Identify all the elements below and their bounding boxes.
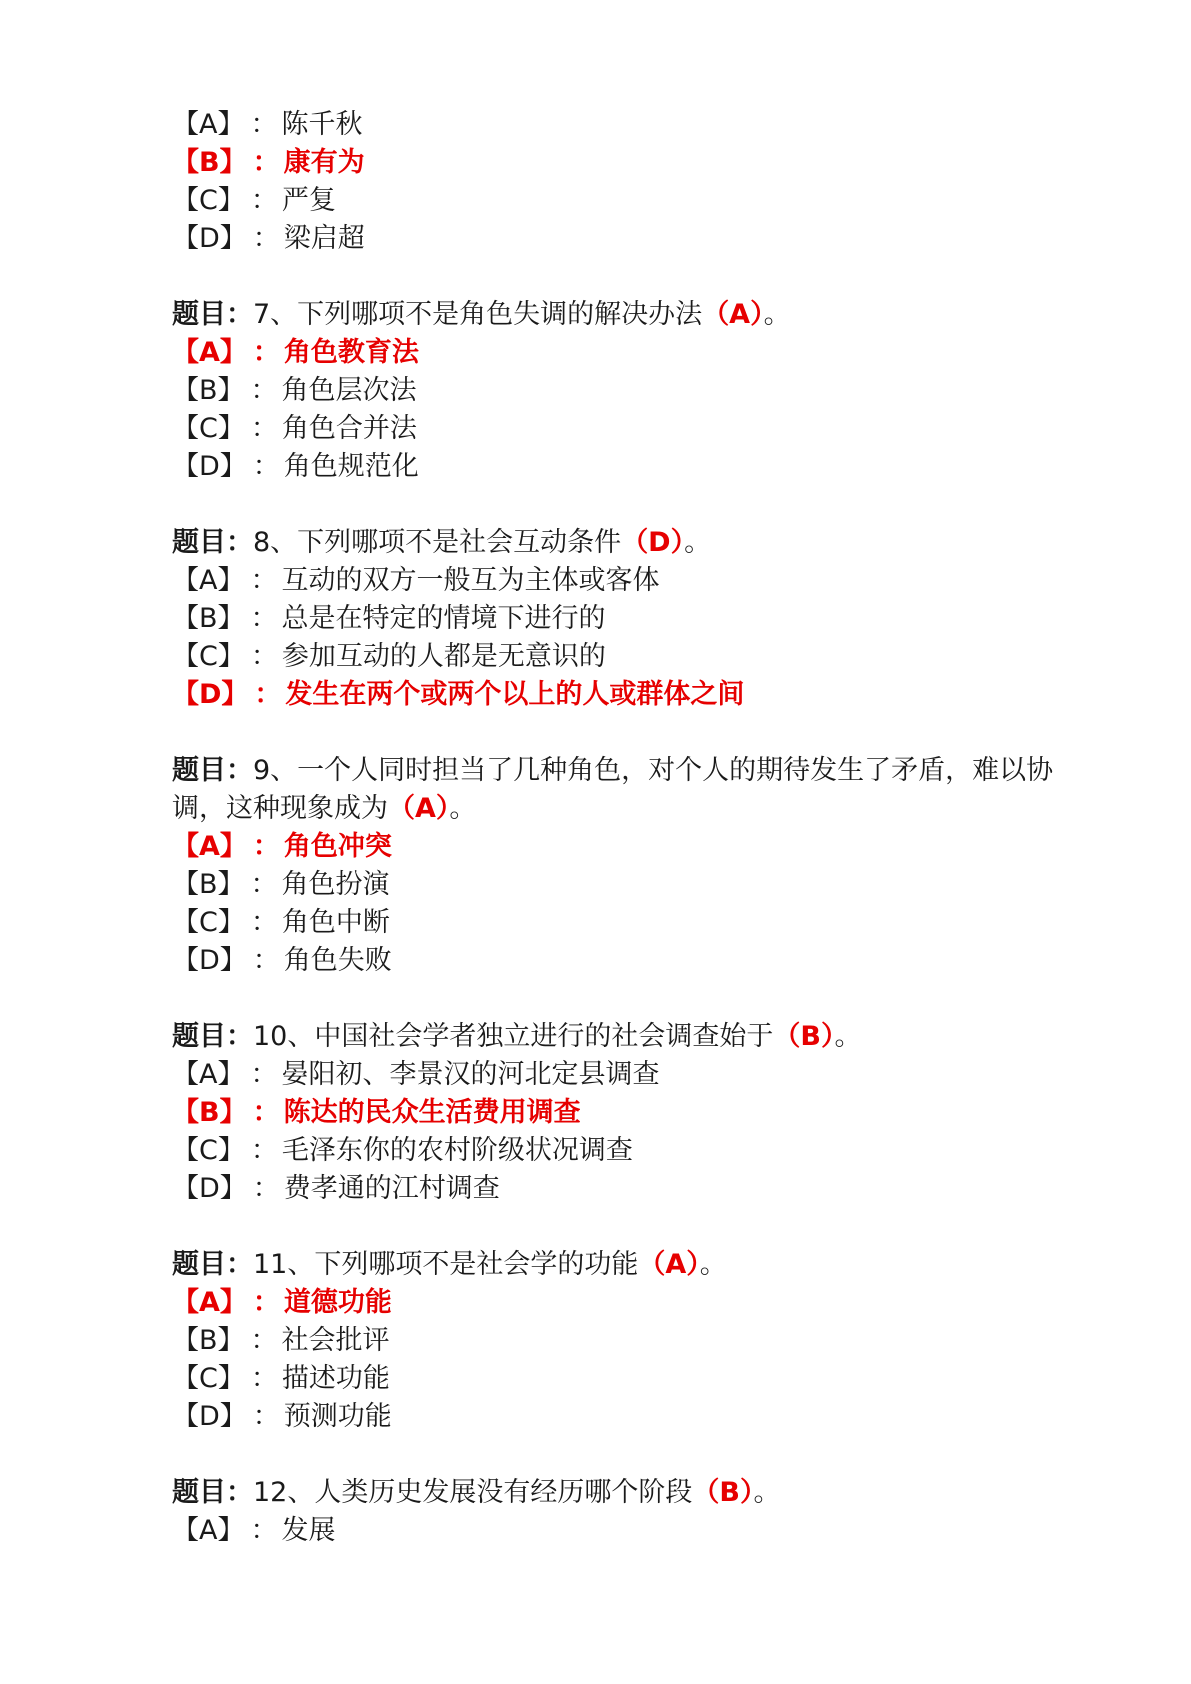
option-mark: 【D】 bbox=[172, 451, 247, 482]
option-colon: ： bbox=[250, 1135, 278, 1166]
question-block bbox=[172, 1246, 1092, 1436]
option-mark: 【C】 bbox=[172, 185, 245, 216]
option-colon: ： bbox=[254, 679, 282, 710]
option-text: 发生在两个或两个以上的人或群体之间 bbox=[285, 679, 745, 710]
option-line-correct bbox=[172, 676, 1092, 714]
option-line bbox=[172, 1056, 1092, 1094]
option-colon: ： bbox=[250, 869, 278, 900]
question-stem bbox=[172, 1474, 1092, 1512]
option-text: 发展 bbox=[281, 1515, 336, 1546]
question-text: 11、下列哪项不是社会学的功能 bbox=[253, 1249, 639, 1280]
option-text: 预测功能 bbox=[283, 1401, 392, 1432]
option-text: 描述功能 bbox=[281, 1363, 390, 1394]
question-end-punct: 。 bbox=[753, 1477, 781, 1508]
option-text: 角色规范化 bbox=[283, 451, 419, 482]
option-text: 毛泽东你的农村阶级状况调查 bbox=[281, 1135, 633, 1166]
question-end-punct: 。 bbox=[449, 793, 477, 824]
option-line bbox=[172, 904, 1092, 942]
answer-key: （B） bbox=[773, 1021, 835, 1052]
question-text: 8、下列哪项不是社会互动条件 bbox=[253, 527, 622, 558]
option-colon: ： bbox=[250, 603, 278, 634]
option-text: 康有为 bbox=[283, 147, 365, 178]
answer-key: （D） bbox=[621, 527, 685, 558]
question-stem bbox=[172, 752, 1092, 828]
question-text: 9、一个人同时担当了几种角色，对个人的期待发生了矛盾，难以协调，这种现象成为 bbox=[172, 755, 1054, 824]
option-text: 互动的双方一般互为主体或客体 bbox=[281, 565, 660, 596]
question-text: 7、下列哪项不是角色失调的解决办法 bbox=[253, 299, 703, 330]
option-text: 角色失败 bbox=[283, 945, 392, 976]
option-colon: ： bbox=[250, 1363, 278, 1394]
answer-key: （A） bbox=[638, 1249, 700, 1280]
option-mark: 【C】 bbox=[172, 413, 245, 444]
option-line bbox=[172, 1512, 1092, 1550]
option-colon: ： bbox=[250, 413, 278, 444]
question-label: 题目： bbox=[172, 527, 253, 558]
answer-key: （A） bbox=[388, 793, 450, 824]
document-page bbox=[172, 106, 1092, 1588]
option-mark: 【D】 bbox=[172, 223, 247, 254]
option-text: 角色合并法 bbox=[281, 413, 417, 444]
option-mark: 【B】 bbox=[172, 147, 247, 178]
option-text: 陈千秋 bbox=[281, 109, 363, 140]
option-mark: 【A】 bbox=[172, 337, 247, 368]
option-line bbox=[172, 1170, 1092, 1208]
option-line bbox=[172, 106, 1092, 144]
option-colon: ： bbox=[250, 907, 278, 938]
option-text: 严复 bbox=[281, 185, 336, 216]
option-colon: ： bbox=[250, 1325, 278, 1356]
option-colon: ： bbox=[252, 1287, 280, 1318]
option-text: 总是在特定的情境下进行的 bbox=[281, 603, 606, 634]
option-colon: ： bbox=[250, 1515, 278, 1546]
option-text: 陈达的民众生活费用调查 bbox=[283, 1097, 581, 1128]
option-colon: ： bbox=[250, 375, 278, 406]
question-label: 题目： bbox=[172, 1477, 253, 1508]
option-line bbox=[172, 600, 1092, 638]
option-line bbox=[172, 372, 1092, 410]
option-colon: ： bbox=[252, 1173, 280, 1204]
option-colon: ： bbox=[252, 1097, 280, 1128]
option-colon: ： bbox=[252, 831, 280, 862]
option-mark: 【C】 bbox=[172, 1363, 245, 1394]
option-line-correct bbox=[172, 828, 1092, 866]
question-block bbox=[172, 752, 1092, 980]
option-colon: ： bbox=[252, 223, 280, 254]
question-stem bbox=[172, 1018, 1092, 1056]
option-line bbox=[172, 638, 1092, 676]
option-line bbox=[172, 1132, 1092, 1170]
option-text: 道德功能 bbox=[283, 1287, 392, 1318]
question-stem bbox=[172, 524, 1092, 562]
option-mark: 【B】 bbox=[172, 603, 245, 634]
option-line bbox=[172, 220, 1092, 258]
option-colon: ： bbox=[250, 641, 278, 672]
option-text: 角色层次法 bbox=[281, 375, 417, 406]
option-mark: 【A】 bbox=[172, 1515, 245, 1546]
option-mark: 【D】 bbox=[172, 679, 249, 710]
question-stem bbox=[172, 296, 1092, 334]
option-mark: 【B】 bbox=[172, 375, 245, 406]
option-line bbox=[172, 182, 1092, 220]
option-mark: 【A】 bbox=[172, 109, 245, 140]
option-colon: ： bbox=[250, 185, 278, 216]
option-mark: 【D】 bbox=[172, 1173, 247, 1204]
option-line bbox=[172, 562, 1092, 600]
option-mark: 【A】 bbox=[172, 565, 245, 596]
option-text: 角色教育法 bbox=[283, 337, 419, 368]
option-mark: 【D】 bbox=[172, 1401, 247, 1432]
option-mark: 【B】 bbox=[172, 1097, 247, 1128]
question-block bbox=[172, 524, 1092, 714]
question-end-punct: 。 bbox=[699, 1249, 727, 1280]
question-end-punct: 。 bbox=[684, 527, 712, 558]
option-line bbox=[172, 1322, 1092, 1360]
option-colon: ： bbox=[252, 1401, 280, 1432]
answer-key: （B） bbox=[692, 1477, 754, 1508]
option-text: 角色中断 bbox=[281, 907, 390, 938]
option-line bbox=[172, 1398, 1092, 1436]
question-block bbox=[172, 1018, 1092, 1208]
option-mark: 【A】 bbox=[172, 1059, 245, 1090]
question-label: 题目： bbox=[172, 1021, 253, 1052]
question-block-partial bbox=[172, 106, 1092, 258]
option-text: 梁启超 bbox=[283, 223, 365, 254]
question-stem bbox=[172, 1246, 1092, 1284]
option-line-correct bbox=[172, 334, 1092, 372]
question-block bbox=[172, 1474, 1092, 1550]
option-mark: 【C】 bbox=[172, 641, 245, 672]
option-line bbox=[172, 942, 1092, 980]
option-line bbox=[172, 410, 1092, 448]
option-mark: 【A】 bbox=[172, 831, 247, 862]
option-colon: ： bbox=[250, 1059, 278, 1090]
option-mark: 【A】 bbox=[172, 1287, 247, 1318]
option-text: 社会批评 bbox=[281, 1325, 390, 1356]
option-mark: 【C】 bbox=[172, 907, 245, 938]
option-colon: ： bbox=[252, 451, 280, 482]
option-line bbox=[172, 866, 1092, 904]
option-mark: 【B】 bbox=[172, 1325, 245, 1356]
question-text: 12、人类历史发展没有经历哪个阶段 bbox=[253, 1477, 693, 1508]
option-colon: ： bbox=[252, 945, 280, 976]
option-line-correct bbox=[172, 144, 1092, 182]
option-colon: ： bbox=[252, 147, 280, 178]
question-text: 10、中国社会学者独立进行的社会调查始于 bbox=[253, 1021, 774, 1052]
question-label: 题目： bbox=[172, 1249, 253, 1280]
question-block bbox=[172, 296, 1092, 486]
question-label: 题目： bbox=[172, 755, 253, 786]
option-colon: ： bbox=[252, 337, 280, 368]
question-label: 题目： bbox=[172, 299, 253, 330]
option-colon: ： bbox=[250, 109, 278, 140]
option-colon: ： bbox=[250, 565, 278, 596]
question-end-punct: 。 bbox=[834, 1021, 862, 1052]
option-text: 角色扮演 bbox=[281, 869, 390, 900]
option-line-correct bbox=[172, 1284, 1092, 1322]
option-mark: 【B】 bbox=[172, 869, 245, 900]
option-mark: 【D】 bbox=[172, 945, 247, 976]
option-mark: 【C】 bbox=[172, 1135, 245, 1166]
option-text: 费孝通的江村调查 bbox=[283, 1173, 500, 1204]
option-line bbox=[172, 1360, 1092, 1398]
option-line-correct bbox=[172, 1094, 1092, 1132]
question-end-punct: 。 bbox=[763, 299, 791, 330]
option-line bbox=[172, 448, 1092, 486]
option-text: 晏阳初、李景汉的河北定县调查 bbox=[281, 1059, 660, 1090]
option-text: 角色冲突 bbox=[283, 831, 392, 862]
option-text: 参加互动的人都是无意识的 bbox=[281, 641, 606, 672]
answer-key: （A） bbox=[702, 299, 764, 330]
